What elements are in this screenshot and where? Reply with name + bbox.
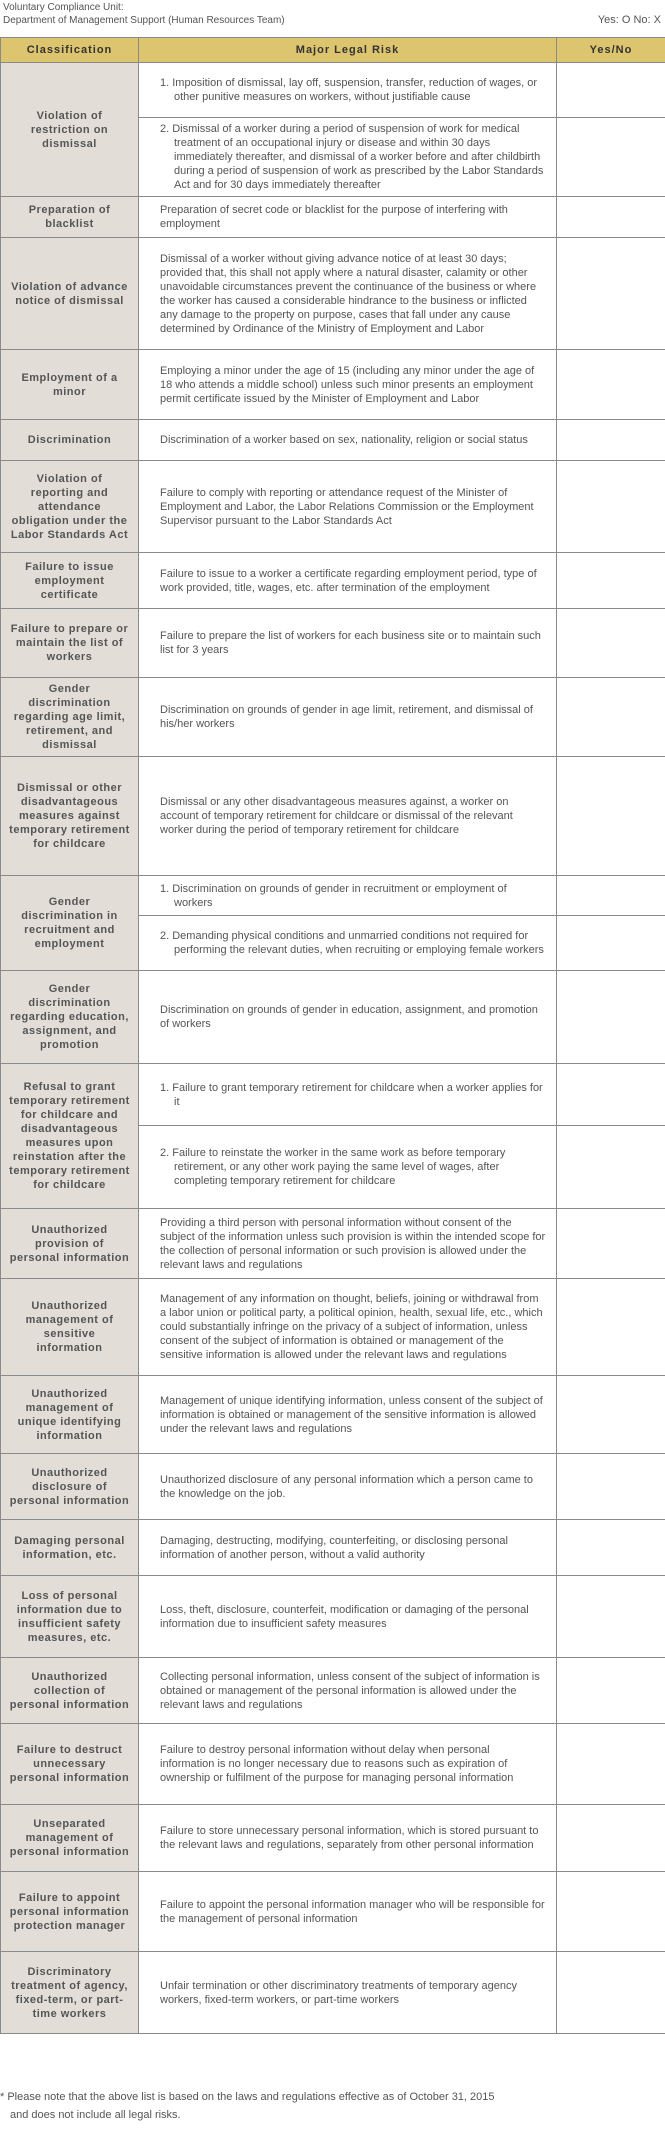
table-row [1, 553, 665, 609]
risk-cell: Management of any information on thought, beliefs, joining or withdrawal from a labor union or political party, a political opinion, health, sexual life, etc., which could substantially infringe on the privacy of a subject of information, unless consent of the subject of information is obtained or management of the sensitive information is allowed under the relevant laws and regulations [139, 1279, 557, 1376]
yes-no-cell[interactable] [557, 350, 665, 420]
classification-cell: Gender discrimination regarding education, assignment, and promotion [1, 971, 139, 1064]
table-row [1, 609, 665, 678]
classification-cell: Preparation of blacklist [1, 197, 139, 238]
department-label: Department of Management Support (Human Resources Team) [3, 15, 285, 26]
classification-cell: Violation of advance notice of dismissal [1, 238, 139, 350]
table-row [1, 63, 665, 118]
yes-no-cell[interactable] [557, 1952, 665, 2034]
classification-cell: Failure to prepare or maintain the list of workers [1, 609, 139, 678]
footnote-line-1: * Please note that the above list is based on the laws and regulations effective as of October 31, 2015 [0, 2091, 495, 2103]
column-header-yes-no: Yes/No [557, 38, 665, 63]
yes-no-cell[interactable] [557, 609, 665, 678]
table-row [1, 1279, 665, 1376]
classification-cell: Refusal to grant temporary retirement for childcare and disadvantageous measures upon reinstation after the temporary retirement for childcare [1, 1064, 139, 1209]
risk-cell [139, 1064, 557, 1126]
yes-no-cell[interactable] [557, 197, 665, 238]
risk-cell [139, 1126, 557, 1209]
table-row [1, 971, 665, 1064]
classification-cell: Failure to issue employment certificate [1, 553, 139, 609]
unit-label: Voluntary Compliance Unit: [3, 2, 124, 13]
yes-no-cell[interactable] [557, 1658, 665, 1724]
table-row [1, 1952, 665, 2034]
column-header-classification: Classification [1, 38, 139, 63]
risk-text: 1. Failure to grant temporary retirement for childcare when a worker applies for it [160, 1081, 543, 1108]
classification-cell: Unauthorized management of unique identifying information [1, 1376, 139, 1454]
table-row [1, 1576, 665, 1658]
risk-text: 2. Failure to reinstate the worker in the same work as before temporary retirement, or any other work paying the same level of wages, after completing temporary retirement for childcare [160, 1147, 506, 1187]
table-row [1, 1376, 665, 1454]
legal-risk-table [0, 37, 665, 2034]
yes-no-cell[interactable] [557, 1126, 665, 1209]
yes-no-cell[interactable] [557, 1279, 665, 1376]
risk-text: 1. Imposition of dismissal, lay off, suspension, transfer, reduction of wages, or other punitive measures on workers, without justifiable cause [160, 77, 538, 103]
table-row [1, 1724, 665, 1805]
risk-text: 2. Demanding physical conditions and unmarried conditions not required for performing the relevant duties, when recruiting or employing female workers [160, 930, 544, 956]
classification-cell: Gender discrimination regarding age limit, retirement, and dismissal [1, 678, 139, 757]
risk-cell [139, 876, 557, 916]
table-row [1, 461, 665, 553]
risk-cell: Failure to prepare the list of workers for each business site or to maintain such list for 3 years [139, 609, 557, 678]
yes-no-cell[interactable] [557, 1724, 665, 1805]
classification-cell: Employment of a minor [1, 350, 139, 420]
table-row [1, 1805, 665, 1872]
risk-cell: Preparation of secret code or blacklist for the purpose of interfering with employment [139, 197, 557, 238]
classification-cell: Gender discrimination in recruitment and employment [1, 876, 139, 971]
risk-cell: Discrimination on grounds of gender in education, assignment, and promotion of workers [139, 971, 557, 1064]
classification-cell: Unauthorized collection of personal information [1, 1658, 139, 1724]
yes-no-cell[interactable] [557, 1576, 665, 1658]
table-row [1, 1209, 665, 1279]
yes-no-cell[interactable] [557, 63, 665, 118]
risk-cell: Failure to comply with reporting or attendance request of the Minister of Employment and Labor, the Labor Relations Commission or the Employment Supervisor pursuant to the Labor Standards Act [139, 461, 557, 553]
classification-cell: Unauthorized management of sensitive information [1, 1279, 139, 1376]
footnote-line-2: and does not include all legal risks. [10, 2109, 181, 2121]
risk-cell: Loss, theft, disclosure, counterfeit, modification or damaging of the personal information due to insufficient safety measures [139, 1576, 557, 1658]
yes-no-cell[interactable] [557, 238, 665, 350]
risk-cell: Unfair termination or other discriminatory treatments of temporary agency workers, fixed-term workers, or part-time workers [139, 1952, 557, 2034]
yes-no-cell[interactable] [557, 420, 665, 461]
risk-cell: Dismissal of a worker without giving advance notice of at least 30 days; provided that, this shall not apply where a natural disaster, calamity or other unavoidable circumstances prevent the continuance of the business or where the worker has caused a considerable hindrance to the business or inflicted any damage to the property on purpose, cases that fall under any cause determined by Ordinance of the Ministry of Employment and Labor [139, 238, 557, 350]
classification-cell: Unseparated management of personal information [1, 1805, 139, 1872]
yes-no-cell[interactable] [557, 1520, 665, 1576]
yes-no-legend: Yes: O No: X [597, 14, 661, 26]
table-row [1, 350, 665, 420]
table-row [1, 678, 665, 757]
yes-no-cell[interactable] [557, 1454, 665, 1520]
page-header [0, 0, 665, 30]
classification-cell: Unauthorized provision of personal information [1, 1209, 139, 1279]
classification-cell: Dismissal or other disadvantageous measures against temporary retirement for childcare [1, 757, 139, 876]
classification-cell: Discrimination [1, 420, 139, 461]
risk-cell: Failure to destroy personal information without delay when personal information is no longer necessary due to reasons such as expiration of ownership or fulfilment of the purpose for managing personal information [139, 1724, 557, 1805]
risk-cell: Providing a third person with personal information without consent of the subject of the information unless such provision is within the intended scope for the collection of personal information or such provision is allowed under the relevant laws and regulations [139, 1209, 557, 1279]
risk-cell: Discrimination of a worker based on sex, nationality, religion or social status [139, 420, 557, 461]
yes-no-cell[interactable] [557, 1064, 665, 1126]
yes-no-cell[interactable] [557, 876, 665, 916]
table-row [1, 1064, 665, 1126]
table-row [1, 757, 665, 876]
yes-no-cell[interactable] [557, 1209, 665, 1279]
risk-cell [139, 63, 557, 118]
classification-cell: Unauthorized disclosure of personal information [1, 1454, 139, 1520]
classification-cell: Damaging personal information, etc. [1, 1520, 139, 1576]
risk-cell: Management of unique identifying information, unless consent of the subject of information is obtained or management of the sensitive information is allowed under the relevant laws and regulations [139, 1376, 557, 1454]
risk-cell [139, 118, 557, 197]
risk-cell: Collecting personal information, unless consent of the subject of information is obtained or management of the personal information is allowed under the relevant laws and regulations [139, 1658, 557, 1724]
yes-no-cell[interactable] [557, 678, 665, 757]
classification-cell: Violation of restriction on dismissal [1, 63, 139, 197]
table-row [1, 1454, 665, 1520]
risk-cell: Damaging, destructing, modifying, counterfeiting, or disclosing personal information of another person, without a valid authority [139, 1520, 557, 1576]
risk-cell: Discrimination on grounds of gender in age limit, retirement, and dismissal of his/her workers [139, 678, 557, 757]
risk-cell: Failure to issue to a worker a certificate regarding employment period, type of work provided, title, wages, etc. after termination of the employment [139, 553, 557, 609]
footnote [0, 2088, 665, 2124]
yes-no-cell[interactable] [557, 461, 665, 553]
table-row [1, 1872, 665, 1952]
table-row [1, 1520, 665, 1576]
yes-no-cell[interactable] [557, 916, 665, 971]
risk-text: 1. Discrimination on grounds of gender in recruitment or employment of workers [160, 882, 507, 909]
table-row [1, 876, 665, 916]
table-row [1, 197, 665, 238]
yes-no-cell[interactable] [557, 757, 665, 876]
classification-cell: Failure to appoint personal information protection manager [1, 1872, 139, 1952]
classification-cell: Loss of personal information due to insufficient safety measures, etc. [1, 1576, 139, 1658]
risk-cell: Failure to store unnecessary personal information, which is stored pursuant to the relevant laws and regulations, separately from other personal information [139, 1805, 557, 1872]
yes-no-cell[interactable] [557, 118, 665, 197]
classification-cell: Discriminatory treatment of agency, fixed-term, or part-time workers [1, 1952, 139, 2034]
column-header-major-legal-risk: Major Legal Risk [139, 38, 557, 63]
table-header-row [1, 38, 665, 63]
yes-no-cell[interactable] [557, 1805, 665, 1872]
risk-cell: Dismissal or any other disadvantageous measures against, a worker on account of temporary retirement for childcare or dismissal of the relevant worker during the period of temporary retirement for childcare [139, 757, 557, 876]
classification-cell: Failure to destruct unnecessary personal information [1, 1724, 139, 1805]
yes-no-cell[interactable] [557, 971, 665, 1064]
yes-no-cell[interactable] [557, 1872, 665, 1952]
yes-no-cell[interactable] [557, 1376, 665, 1454]
risk-cell: Unauthorized disclosure of any personal information which a person came to the knowledge on the job. [139, 1454, 557, 1520]
risk-cell: Failure to appoint the personal information manager who will be responsible for the management of personal information [139, 1872, 557, 1952]
table-row [1, 420, 665, 461]
table-row [1, 238, 665, 350]
classification-cell: Violation of reporting and attendance obligation under the Labor Standards Act [1, 461, 139, 553]
risk-cell: Employing a minor under the age of 15 (including any minor under the age of 18 who attends a middle school) unless such minor presents an employment permit certificate issued by the Minister of Employment and Labor [139, 350, 557, 420]
yes-no-cell[interactable] [557, 553, 665, 609]
risk-cell [139, 916, 557, 971]
table-row [1, 1658, 665, 1724]
risk-text: 2. Dismissal of a worker during a period of suspension of work for medical treatment of an occupational injury or disease and within 30 days immediately thereafter, and dismissal of a worker before and after childbirth during a period of suspension of work as prescribed by the Labor Standards Act and for 30 days immediately thereafter [160, 123, 544, 191]
